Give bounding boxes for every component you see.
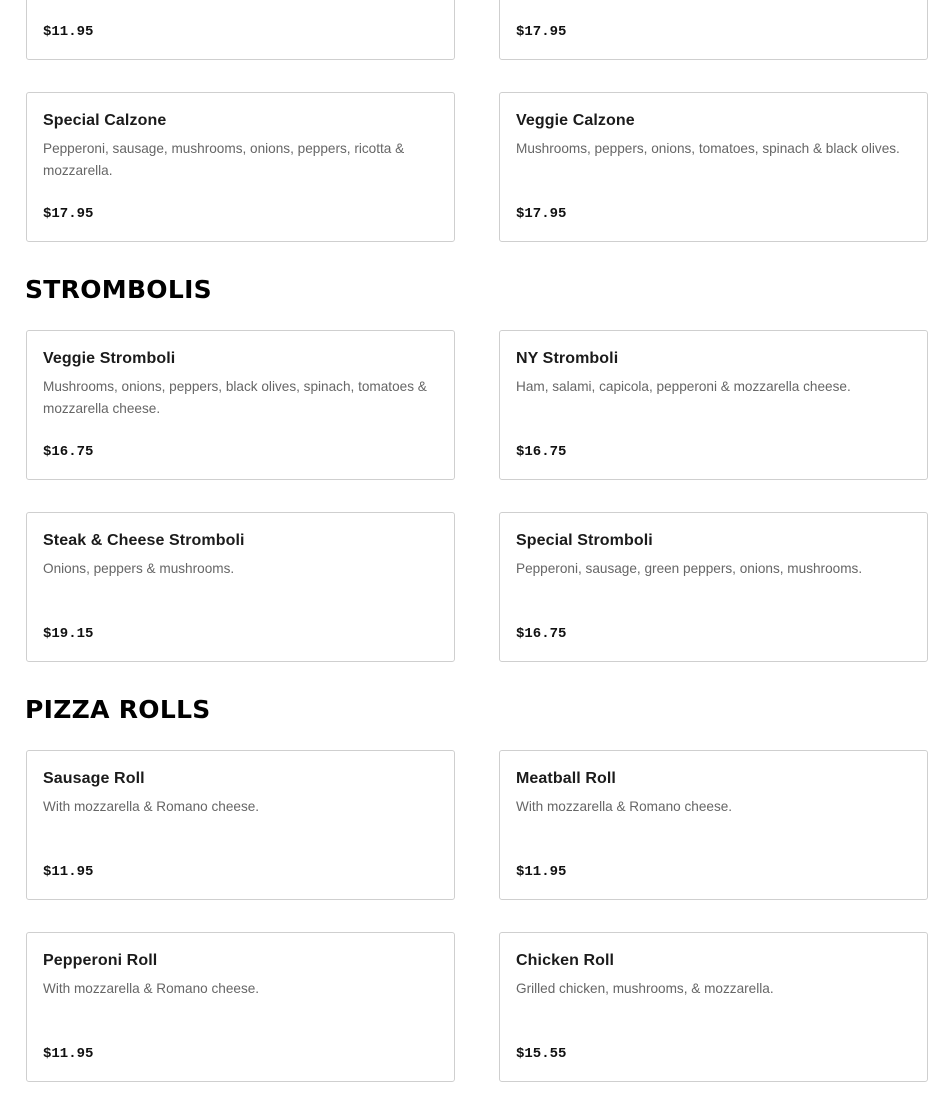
menu-item-name: NY Stromboli [516,350,619,367]
section-title-strombolis: STROMBOLIS [25,275,212,304]
menu-item-description: Pepperoni, sausage, mushrooms, onions, peppers, ricotta & mozzarella. [43,141,405,178]
menu-item-name: Meatball Roll [516,770,616,787]
menu-item-price: $11.95 [43,864,94,880]
menu-item-card[interactable] [499,92,928,242]
menu-item-name: Pepperoni Roll [43,952,158,969]
menu-item-price: $11.95 [516,864,567,880]
menu-item-card[interactable] [26,750,455,900]
menu-item-card[interactable] [499,932,928,1082]
menu-item-card[interactable] [499,0,928,60]
menu-item-card[interactable] [26,0,455,60]
menu-item-price: $16.75 [516,444,567,460]
section-title-pizza-rolls: PIZZA ROLLS [25,695,211,724]
menu-item-description: With mozzarella & Romano cheese. [516,799,733,814]
menu-item-name: Special Stromboli [516,532,653,549]
menu-item-price: $17.95 [516,206,567,222]
menu-item-card[interactable] [499,330,928,480]
menu-item-price: $16.75 [516,626,567,642]
menu-item-description: Mushrooms, peppers, onions, tomatoes, spinach & black olives. [516,141,900,156]
menu-item-card[interactable] [26,330,455,480]
menu-item-price: $11.95 [43,1046,94,1062]
menu-item-description: With mozzarella & Romano cheese. [43,981,260,996]
menu-item-price: $19.15 [43,626,94,642]
menu-item-description: Onions, peppers & mushrooms. [43,561,235,576]
menu-item-name: Chicken Roll [516,952,615,969]
menu-item-name: Veggie Calzone [516,112,635,129]
menu-item-card[interactable] [26,512,455,662]
menu-item-description: Pepperoni, sausage, green peppers, onions, mushrooms. [516,561,863,576]
menu-item-price: $17.95 [516,24,567,40]
menu-item-description: Grilled chicken, mushrooms, & mozzarella. [516,981,774,996]
menu-item-description: Ham, salami, capicola, pepperoni & mozzarella cheese. [516,379,851,394]
menu-item-price: $11.95 [43,24,94,40]
menu-item-price: $16.75 [43,444,94,460]
menu-item-name: Steak & Cheese Stromboli [43,532,245,549]
menu-item-card[interactable] [499,512,928,662]
menu-item-card[interactable] [499,750,928,900]
menu-item-name: Veggie Stromboli [43,350,176,367]
menu-item-name: Sausage Roll [43,770,145,787]
menu-item-name: Special Calzone [43,112,167,129]
menu-item-description: Mushrooms, onions, peppers, black olives, spinach, tomatoes & mozzarella cheese. [43,379,427,416]
menu-item-price: $15.55 [516,1046,567,1062]
menu-item-card[interactable] [26,92,455,242]
menu-item-card[interactable] [26,932,455,1082]
menu-item-description: With mozzarella & Romano cheese. [43,799,260,814]
menu-item-price: $17.95 [43,206,94,222]
